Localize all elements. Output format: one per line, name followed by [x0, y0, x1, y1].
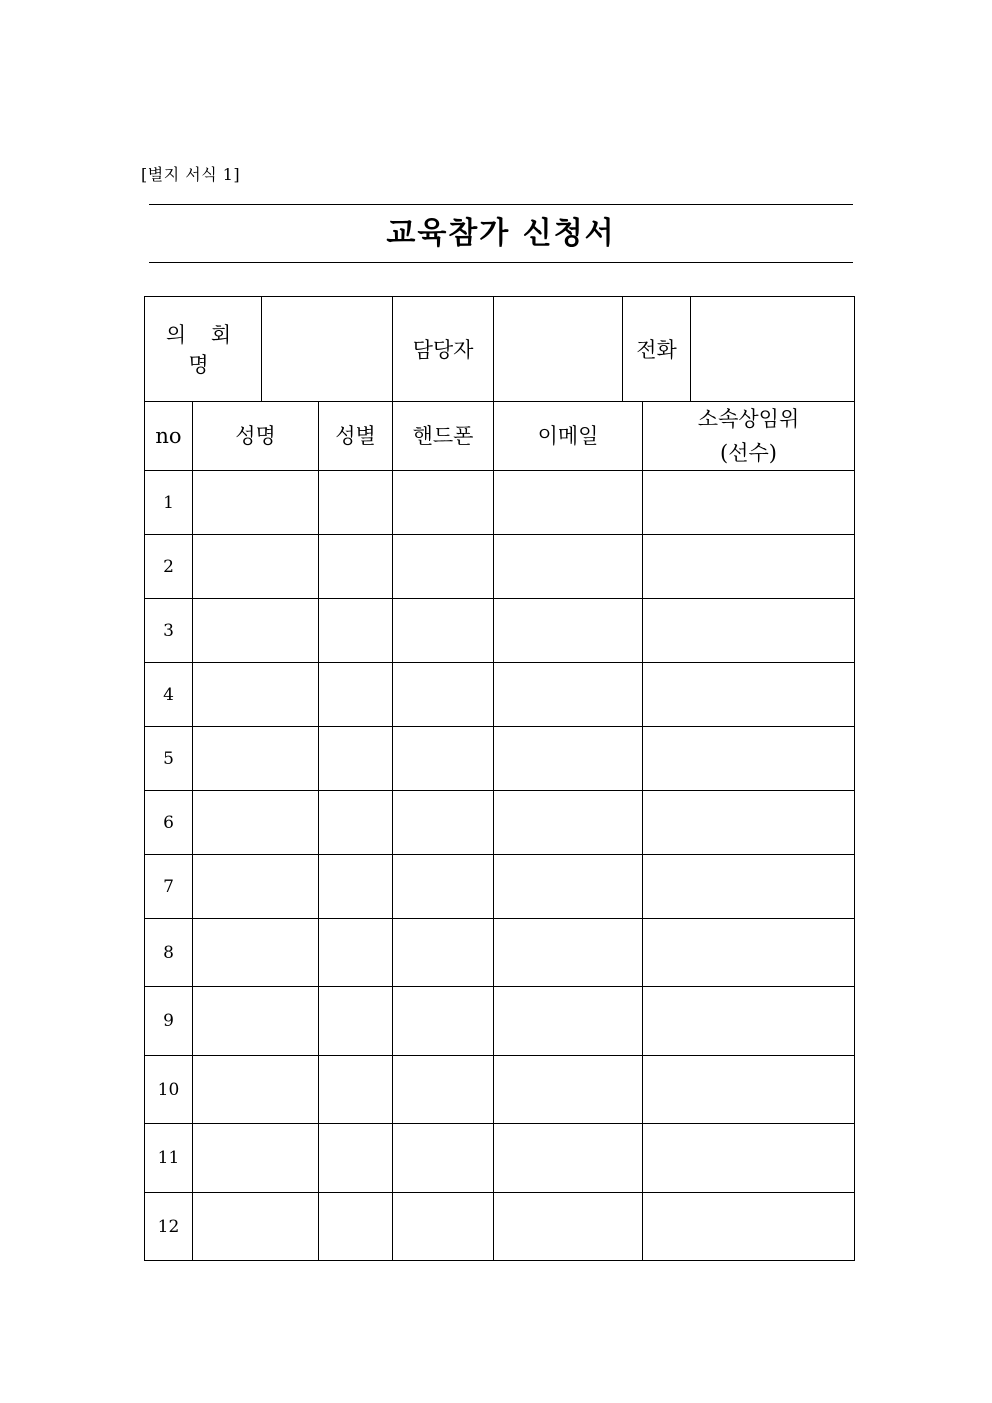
phone-field[interactable] [691, 297, 855, 402]
committee-cell[interactable] [643, 791, 855, 855]
committee-cell[interactable] [643, 599, 855, 663]
email-cell[interactable] [494, 471, 643, 535]
col-header-email: 이메일 [494, 402, 643, 471]
row-number: 9 [145, 987, 193, 1056]
mobile-cell[interactable] [393, 599, 494, 663]
name-cell[interactable] [193, 919, 319, 987]
column-header-row [145, 402, 855, 471]
mobile-cell[interactable] [393, 791, 494, 855]
mobile-cell[interactable] [393, 471, 494, 535]
phone-label: 전화 [623, 297, 691, 402]
col-header-no: no [145, 402, 193, 471]
email-cell[interactable] [494, 791, 643, 855]
table-row [145, 599, 855, 663]
contact-person-label: 담당자 [393, 297, 494, 402]
mobile-cell[interactable] [393, 855, 494, 919]
row-number: 5 [145, 727, 193, 791]
mobile-cell[interactable] [393, 987, 494, 1056]
name-cell[interactable] [193, 727, 319, 791]
application-table [144, 296, 855, 1261]
form-reference-label: [별지 서식 1] [141, 165, 241, 184]
row-number: 11 [145, 1124, 193, 1193]
gender-cell[interactable] [319, 1124, 393, 1193]
mobile-cell[interactable] [393, 727, 494, 791]
gender-cell[interactable] [319, 919, 393, 987]
gender-cell[interactable] [319, 791, 393, 855]
row-number: 6 [145, 791, 193, 855]
contact-person-field[interactable] [494, 297, 623, 402]
mobile-cell[interactable] [393, 663, 494, 727]
table-row [145, 663, 855, 727]
committee-cell[interactable] [643, 535, 855, 599]
name-cell[interactable] [193, 1193, 319, 1261]
name-cell[interactable] [193, 791, 319, 855]
table-row [145, 791, 855, 855]
gender-cell[interactable] [319, 535, 393, 599]
col-header-committee-line2: (선수) [720, 441, 777, 465]
table-row [145, 1193, 855, 1261]
email-cell[interactable] [494, 919, 643, 987]
council-name-label: 의 회 명 [145, 297, 262, 402]
name-cell[interactable] [193, 471, 319, 535]
name-cell[interactable] [193, 663, 319, 727]
row-number: 7 [145, 855, 193, 919]
gender-cell[interactable] [319, 599, 393, 663]
committee-cell[interactable] [643, 919, 855, 987]
col-header-gender: 성별 [319, 402, 393, 471]
committee-cell[interactable] [643, 663, 855, 727]
table-row [145, 1056, 855, 1124]
col-header-mobile: 핸드폰 [393, 402, 494, 471]
name-cell[interactable] [193, 599, 319, 663]
email-cell[interactable] [494, 1056, 643, 1124]
email-cell[interactable] [494, 1193, 643, 1261]
mobile-cell[interactable] [393, 1193, 494, 1261]
email-cell[interactable] [494, 1124, 643, 1193]
col-header-committee [643, 402, 855, 471]
gender-cell[interactable] [319, 471, 393, 535]
committee-cell[interactable] [643, 1193, 855, 1261]
email-cell[interactable] [494, 663, 643, 727]
email-cell[interactable] [494, 855, 643, 919]
committee-cell[interactable] [643, 471, 855, 535]
committee-cell[interactable] [643, 727, 855, 791]
email-cell[interactable] [494, 535, 643, 599]
gender-cell[interactable] [319, 727, 393, 791]
gender-cell[interactable] [319, 663, 393, 727]
gender-cell[interactable] [319, 855, 393, 919]
name-cell[interactable] [193, 535, 319, 599]
mobile-cell[interactable] [393, 1056, 494, 1124]
name-cell[interactable] [193, 1056, 319, 1124]
title-top-rule [149, 204, 853, 205]
committee-cell[interactable] [643, 987, 855, 1056]
table-row [145, 535, 855, 599]
committee-cell[interactable] [643, 1124, 855, 1193]
council-name-field[interactable] [262, 297, 393, 402]
table-row [145, 1124, 855, 1193]
table-row [145, 727, 855, 791]
name-cell[interactable] [193, 987, 319, 1056]
row-number: 4 [145, 663, 193, 727]
mobile-cell[interactable] [393, 919, 494, 987]
gender-cell[interactable] [319, 1193, 393, 1261]
mobile-cell[interactable] [393, 535, 494, 599]
table-row [145, 855, 855, 919]
table-row [145, 471, 855, 535]
row-number: 3 [145, 599, 193, 663]
info-row [145, 297, 855, 402]
page-title: 교육참가 신청서 [386, 216, 616, 251]
name-cell[interactable] [193, 855, 319, 919]
row-number: 1 [145, 471, 193, 535]
row-number: 10 [145, 1056, 193, 1124]
title-bottom-rule [149, 262, 853, 263]
email-cell[interactable] [494, 727, 643, 791]
mobile-cell[interactable] [393, 1124, 494, 1193]
name-cell[interactable] [193, 1124, 319, 1193]
table-row [145, 987, 855, 1056]
committee-cell[interactable] [643, 1056, 855, 1124]
col-header-name: 성명 [193, 402, 319, 471]
col-header-committee-line1: 소속상임위 [697, 407, 800, 431]
email-cell[interactable] [494, 987, 643, 1056]
row-number: 8 [145, 919, 193, 987]
email-cell[interactable] [494, 599, 643, 663]
table-row [145, 919, 855, 987]
gender-cell[interactable] [319, 1056, 393, 1124]
row-number: 12 [145, 1193, 193, 1261]
row-number: 2 [145, 535, 193, 599]
committee-cell[interactable] [643, 855, 855, 919]
gender-cell[interactable] [319, 987, 393, 1056]
